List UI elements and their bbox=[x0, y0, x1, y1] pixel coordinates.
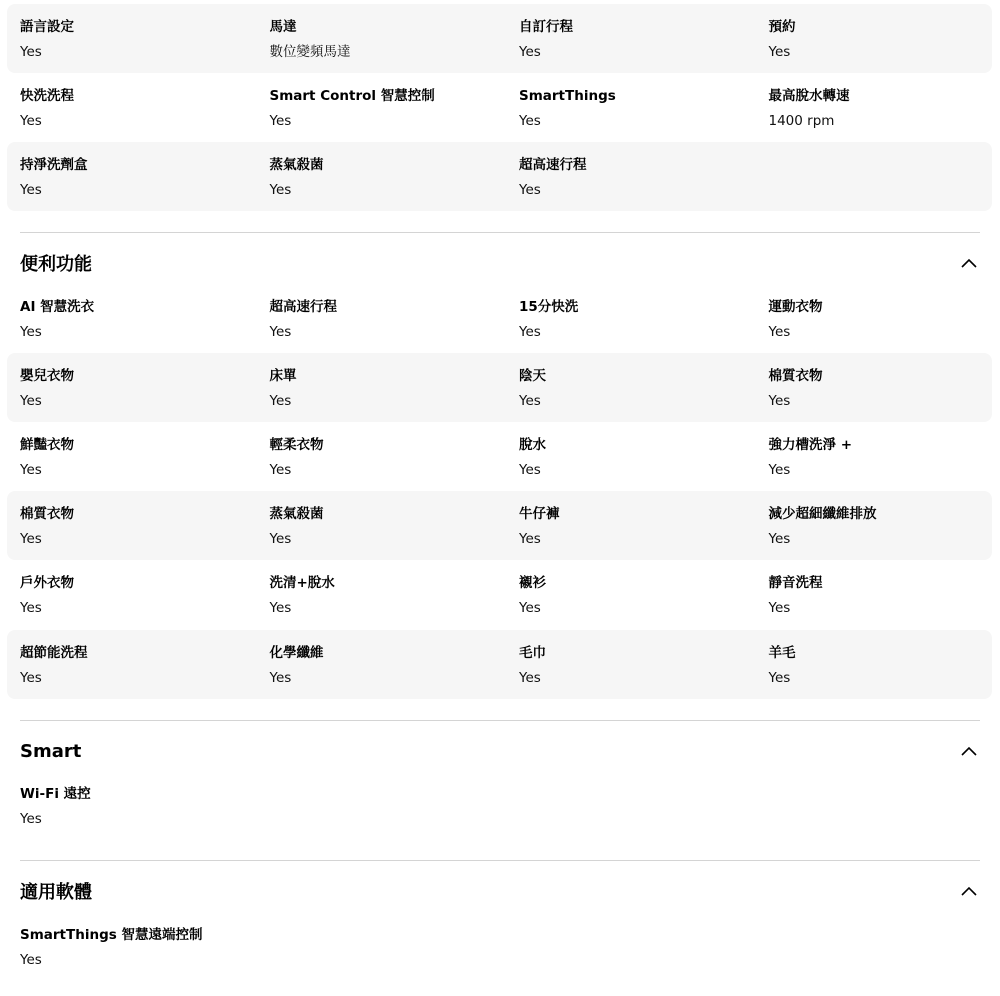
spec-item bbox=[257, 142, 507, 211]
spec-label: Smart Control 智慧控制 bbox=[269, 88, 435, 104]
spec-value: Yes bbox=[20, 600, 42, 616]
spec-label: 床單 bbox=[269, 368, 297, 384]
spec-item bbox=[506, 4, 756, 73]
spec-label: 持淨洗劑盒 bbox=[20, 157, 88, 173]
spec-value: Yes bbox=[519, 462, 541, 478]
spec-item bbox=[7, 491, 257, 560]
spec-label: 減少超細纖維排放 bbox=[768, 506, 877, 522]
spec-label: AI 智慧洗衣 bbox=[20, 299, 95, 315]
spec-value: Yes bbox=[20, 811, 42, 827]
spec-item bbox=[257, 422, 507, 491]
section-header-smart[interactable] bbox=[7, 731, 992, 771]
spec-label: 羊毛 bbox=[768, 645, 796, 661]
spec-label: 15分快洗 bbox=[519, 299, 579, 315]
spec-item bbox=[506, 560, 756, 629]
spec-row bbox=[7, 73, 992, 142]
section-divider bbox=[20, 720, 980, 721]
spec-value: Yes bbox=[519, 531, 541, 547]
section-divider bbox=[20, 232, 980, 233]
spec-label: 牛仔褲 bbox=[519, 506, 560, 522]
spec-item bbox=[7, 422, 257, 491]
spec-label: 毛巾 bbox=[519, 645, 546, 661]
spec-label: 化學纖維 bbox=[269, 645, 324, 661]
spec-item bbox=[257, 284, 507, 353]
spec-label: 洗清+脫水 bbox=[269, 575, 335, 591]
spec-value: Yes bbox=[20, 531, 42, 547]
spec-row bbox=[7, 491, 992, 560]
spec-row bbox=[7, 560, 992, 629]
spec-item bbox=[257, 491, 507, 560]
chevron-up-icon[interactable] bbox=[960, 254, 978, 272]
spec-row bbox=[7, 353, 992, 422]
spec-value: 1400 rpm bbox=[768, 113, 835, 129]
spec-label: 運動衣物 bbox=[768, 299, 823, 315]
spec-item bbox=[7, 912, 407, 981]
spec-label: 脫水 bbox=[519, 437, 546, 453]
spec-value: Yes bbox=[768, 670, 791, 686]
spec-value: Yes bbox=[269, 531, 292, 547]
spec-value: 數位變頻馬達 bbox=[269, 44, 351, 60]
spec-label: 靜音洗程 bbox=[768, 575, 823, 591]
spec-label: 強力槽洗淨 + bbox=[768, 437, 853, 453]
spec-label: SmartThings 智慧遠端控制 bbox=[20, 927, 203, 943]
spec-item bbox=[506, 353, 756, 422]
spec-item bbox=[756, 353, 1000, 422]
spec-label: 襯衫 bbox=[519, 575, 546, 591]
section-header-convenience[interactable] bbox=[7, 243, 992, 283]
spec-label: 超高速行程 bbox=[269, 299, 337, 315]
spec-value: Yes bbox=[519, 600, 541, 616]
spec-label: Wi-Fi 遠控 bbox=[20, 786, 91, 802]
spec-value: Yes bbox=[20, 44, 42, 60]
spec-value: Yes bbox=[20, 113, 42, 129]
spec-value: Yes bbox=[20, 670, 42, 686]
spec-item bbox=[506, 73, 756, 142]
section-divider bbox=[20, 860, 980, 861]
spec-label: SmartThings bbox=[519, 88, 616, 104]
spec-label: 棉質衣物 bbox=[20, 506, 74, 522]
spec-value: Yes bbox=[269, 182, 292, 198]
spec-value: Yes bbox=[269, 462, 292, 478]
spec-label: 戶外衣物 bbox=[20, 575, 74, 591]
spec-value: Yes bbox=[519, 182, 541, 198]
spec-value: Yes bbox=[768, 324, 791, 340]
spec-row bbox=[7, 630, 992, 699]
spec-label: 蒸氣殺菌 bbox=[269, 157, 324, 173]
spec-item bbox=[506, 630, 756, 699]
spec-item bbox=[257, 73, 507, 142]
spec-item bbox=[756, 560, 1000, 629]
spec-item bbox=[7, 353, 257, 422]
spec-item bbox=[257, 353, 507, 422]
spec-item bbox=[257, 630, 507, 699]
spec-value: Yes bbox=[768, 531, 791, 547]
spec-label: 蒸氣殺菌 bbox=[269, 506, 324, 522]
spec-label: 超節能洗程 bbox=[20, 645, 88, 661]
spec-value: Yes bbox=[768, 44, 791, 60]
section-title: 適用軟體 bbox=[20, 882, 92, 903]
spec-item bbox=[7, 284, 257, 353]
spec-item bbox=[506, 284, 756, 353]
spec-item bbox=[7, 4, 257, 73]
spec-row bbox=[7, 912, 992, 981]
spec-row bbox=[7, 422, 992, 491]
spec-item bbox=[7, 560, 257, 629]
section-title: 便利功能 bbox=[20, 254, 92, 275]
spec-value: Yes bbox=[269, 600, 292, 616]
spec-value: Yes bbox=[519, 324, 541, 340]
spec-value: Yes bbox=[269, 113, 292, 129]
spec-value: Yes bbox=[519, 670, 541, 686]
spec-value: Yes bbox=[20, 462, 42, 478]
chevron-up-icon[interactable] bbox=[960, 882, 978, 900]
spec-item bbox=[756, 422, 1000, 491]
spec-label: 棉質衣物 bbox=[768, 368, 823, 384]
spec-row bbox=[7, 4, 992, 73]
spec-item bbox=[7, 142, 257, 211]
chevron-up-icon[interactable] bbox=[960, 742, 978, 760]
spec-value: Yes bbox=[20, 324, 42, 340]
spec-value: Yes bbox=[20, 393, 42, 409]
spec-item bbox=[506, 491, 756, 560]
spec-item bbox=[7, 630, 257, 699]
spec-row bbox=[7, 771, 992, 840]
spec-value: Yes bbox=[20, 952, 42, 968]
spec-item bbox=[7, 73, 257, 142]
spec-item bbox=[506, 142, 756, 211]
spec-item bbox=[506, 422, 756, 491]
spec-label: 最高脫水轉速 bbox=[768, 88, 850, 104]
spec-item bbox=[7, 771, 257, 840]
spec-label: 嬰兒衣物 bbox=[20, 368, 74, 384]
spec-value: Yes bbox=[269, 670, 292, 686]
spec-value: Yes bbox=[519, 44, 541, 60]
section-header-software[interactable] bbox=[7, 871, 992, 911]
spec-label: 語言設定 bbox=[20, 19, 74, 35]
spec-label: 陰天 bbox=[519, 368, 546, 384]
spec-value: Yes bbox=[519, 393, 541, 409]
spec-value: Yes bbox=[269, 324, 292, 340]
spec-value: Yes bbox=[269, 393, 292, 409]
spec-row bbox=[7, 284, 992, 353]
spec-item bbox=[257, 560, 507, 629]
spec-label: 超高速行程 bbox=[519, 157, 587, 173]
spec-value: Yes bbox=[768, 462, 791, 478]
spec-item bbox=[756, 284, 1000, 353]
spec-value: Yes bbox=[768, 393, 791, 409]
spec-label: 鮮豔衣物 bbox=[20, 437, 74, 453]
spec-item bbox=[756, 630, 1000, 699]
spec-label: 輕柔衣物 bbox=[269, 437, 324, 453]
spec-item bbox=[756, 491, 1000, 560]
spec-value: Yes bbox=[768, 600, 791, 616]
spec-value: Yes bbox=[20, 182, 42, 198]
spec-item bbox=[756, 4, 1000, 73]
spec-label: 馬達 bbox=[269, 19, 297, 35]
spec-label: 預約 bbox=[768, 19, 796, 35]
spec-row bbox=[7, 142, 992, 211]
section-title: Smart bbox=[20, 740, 82, 762]
spec-item bbox=[756, 73, 1000, 142]
spec-value: Yes bbox=[519, 113, 541, 129]
spec-label: 快洗洗程 bbox=[20, 88, 74, 104]
spec-label: 自訂行程 bbox=[519, 19, 573, 35]
spec-item bbox=[257, 4, 507, 73]
